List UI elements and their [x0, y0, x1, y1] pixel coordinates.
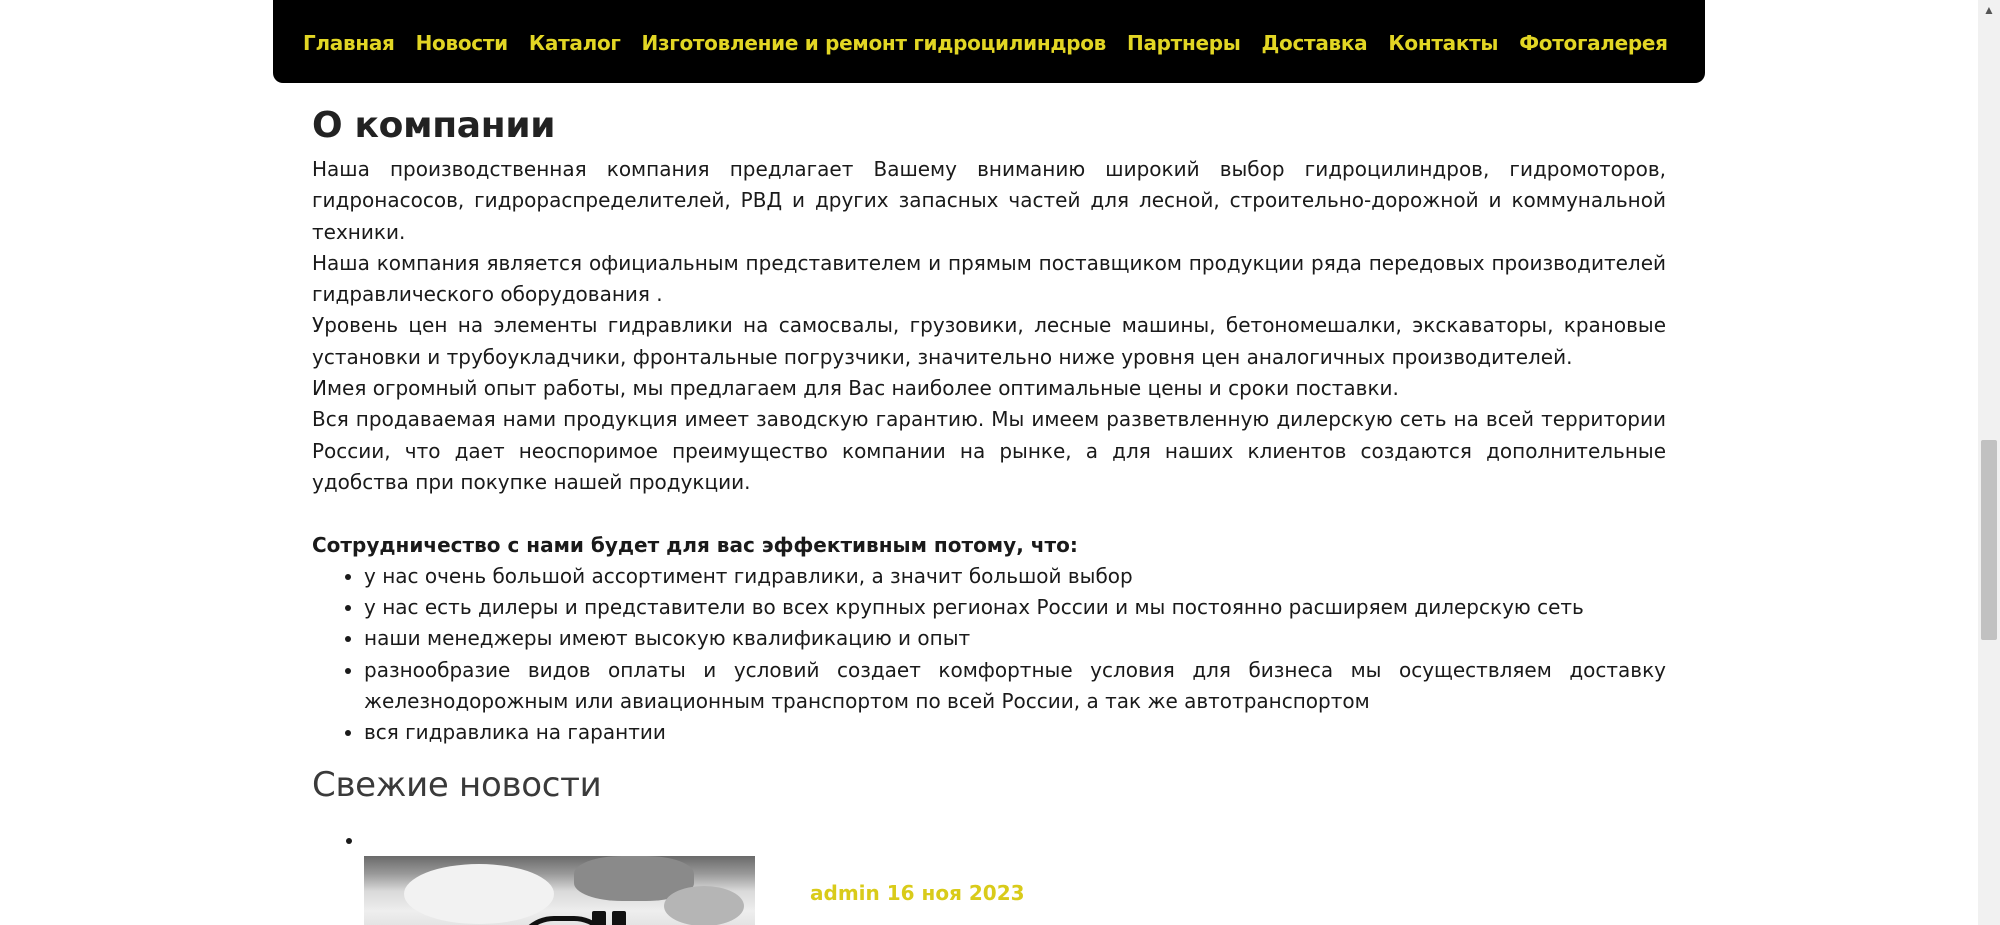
news-meta[interactable]: • admin 16 ноя 2023	[810, 880, 1025, 905]
about-paragraph: Имея огромный опыт работы, мы предлагаем для Вас наиболее оптимальные цены и сроки поставки.	[312, 376, 1399, 401]
news-item	[364, 829, 1666, 925]
list-item: • вся гидравлика на гарантии	[364, 717, 1666, 748]
scroll-up-arrow-icon[interactable]: ▲	[1983, 3, 1995, 17]
news-thumbnail[interactable]	[364, 856, 755, 925]
list-item: • наши менеджеры имеют высокую квалификацию и опыт	[364, 623, 1666, 654]
benefits-title: Сотрудничество с нами будет для вас эффективным потому, что:	[312, 532, 1078, 557]
main-nav	[273, 0, 1705, 83]
scrollbar-thumb[interactable]	[1981, 440, 1997, 640]
list-item: • разнообразие видов оплаты и условий создает комфортные условия для бизнеса мы осуществляем доставку железнодорожным или авиационным транспортом по всей России, а так же автотранспортом	[364, 655, 1666, 718]
benefits-list	[312, 561, 1666, 749]
page-title: О компании	[312, 105, 556, 146]
list-item: • у нас очень большой ассортимент гидравлики, а значит большой выбор	[364, 561, 1666, 592]
news-list	[312, 829, 1666, 925]
vertical-scrollbar[interactable]	[1978, 0, 2000, 925]
nav-item-cylinder-repair[interactable]: Изготовление и ремонт гидроцилиндров	[641, 30, 1107, 55]
spacer	[312, 498, 1666, 529]
main-content	[312, 98, 1666, 925]
nav-item-photo-gallery[interactable]: Фотогалерея	[1519, 30, 1668, 55]
about-paragraph: Наша производственная компания предлагает Вашему вниманию широкий выбор гидроцилиндров, гидромоторов, гидронасосов, гидрораспределителей, РВД и других запасных частей для лесной, строительно-дорожной и коммунальной техники.	[312, 157, 1666, 244]
list-item: • у нас есть дилеры и представители во всех крупных регионах России и мы постоянно расширяем дилерскую сеть	[364, 592, 1666, 623]
nav-item-catalog[interactable]: Каталог	[528, 30, 621, 55]
nav-item-delivery[interactable]: Доставка	[1261, 30, 1368, 55]
news-section-title: Свежие новости	[312, 764, 602, 805]
nav-item-contacts[interactable]: Контакты	[1388, 30, 1499, 55]
nav-item-partners[interactable]: Партнеры	[1127, 30, 1241, 55]
about-paragraph: Уровень цен на элементы гидравлики на самосвалы, грузовики, лесные машины, бетономешалки, экскаваторы, крановые установки и трубоукладчики, фронтальные погрузчики, значительно ниже уровня цен аналогичных производителей.	[312, 313, 1666, 369]
about-paragraph: Наша компания является официальным представителем и прямым поставщиком продукции ряда передовых производителей гидравлического оборудования .	[312, 250, 1666, 307]
about-text	[312, 154, 1666, 498]
about-paragraph: Вся продаваемая нами продукция имеет заводскую гарантию. Мы имеем разветвленную дилерскую сеть на всей территории России, что дает неоспоримое преимущество компании на рынке, а для наших клиентов создаются дополнительные удобства при покупке нашей продукции.	[312, 407, 1666, 494]
nav-item-news[interactable]: Новости	[415, 30, 508, 55]
nav-item-home[interactable]: Главная	[303, 30, 395, 55]
